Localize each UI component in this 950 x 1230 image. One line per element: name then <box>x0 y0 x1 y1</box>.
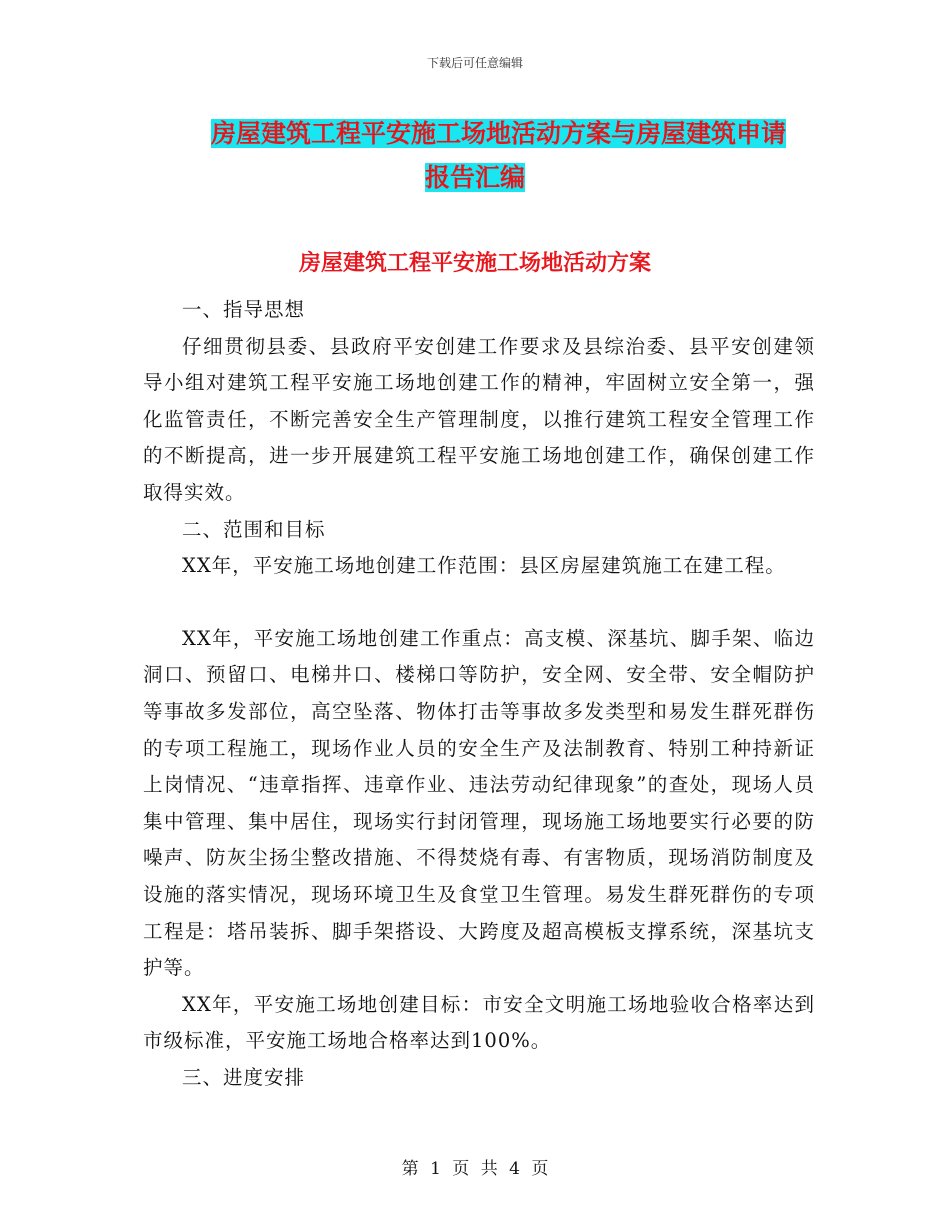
document-title <box>0 112 950 200</box>
heading-scope-goals: 二、范围和目标 <box>182 517 326 541</box>
header-note: 下载后可任意编辑 <box>426 56 523 70</box>
document-title-line-2: 报告汇编 <box>424 163 525 192</box>
paragraph-guiding-idea: 仔细贯彻县委、县政府平安创建工作要求及县综治委、县平安创建领导小组对建筑工程平安施工场地创建工作的精神，牢固树立安全第一，强化监管责任，不断完善安全生产管理制度，以推行建筑工程安全管理工作的不断提高，进一步开展建筑工程平安施工场地创建工作，确保创建工作取得实效。 <box>143 334 815 504</box>
page-number: 第 1 页 共 4 页 <box>401 1159 549 1179</box>
document-body <box>143 292 815 1096</box>
paragraph-key-points: XX年，平安施工场地创建工作重点：高支模、深基坑、脚手架、临边洞口、预留口、电梯井口、楼梯口等防护，安全网、安全带、安全帽防护等事故多发部位，高空坠落、物体打击等事故多发类型和易发生群死群伤的专项工程施工，现场作业人员的安全生产及法制教育、特别工种持新证上岗情况、“违章指挥、违章作业、违法劳动纪律现象”的查处，现场人员集中管理、集中居住，现场实行封闭管理，现场施工场地要实行必要的防噪声、防灰尘扬尘整改措施、不得焚烧有毒、有害物质，现场消防制度及设施的落实情况，现场环境卫生及食堂卫生管理。易发生群死群伤的专项工程是：塔吊装拆、脚手架搭设、大跨度及超高模板支撑系统，深基坑支护等。 <box>143 626 815 980</box>
paragraph-goal: XX年，平安施工场地创建目标：市安全文明施工场地验收合格率达到市级标准，平安施工场地合格率达到100%。 <box>143 992 815 1053</box>
heading-schedule: 三、进度安排 <box>182 1065 306 1089</box>
heading-guiding-idea: 一、指导思想 <box>182 298 306 321</box>
paragraph-scope: XX年，平安施工场地创建工作范围：县区房屋建筑施工在建工程。 <box>182 554 786 578</box>
document-title-line-1: 房屋建筑工程平安施工场地活动方案与房屋建筑申请 <box>210 119 786 148</box>
section-title: 房屋建筑工程平安施工场地活动方案 <box>298 251 651 276</box>
